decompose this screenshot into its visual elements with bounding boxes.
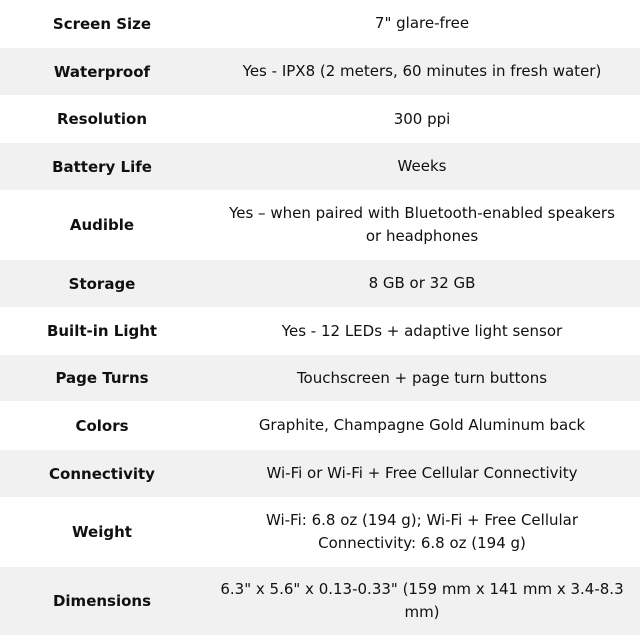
spec-value-text: 7" glare-free: [374, 14, 470, 32]
spec-label: Resolution: [0, 96, 204, 142]
spec-value-text: Wi-Fi or Wi-Fi + Free Cellular Connectivity: [266, 464, 578, 482]
spec-value-text: Weeks: [397, 157, 447, 175]
spec-row-dimensions: [0, 567, 640, 635]
spec-label: Screen Size: [0, 0, 204, 47]
spec-value-text: Yes – when paired with Bluetooth-enabled speakers or headphones: [229, 204, 615, 245]
spec-row-colors: [0, 402, 640, 449]
spec-value: [204, 498, 640, 566]
spec-label: Dimensions: [0, 567, 204, 635]
spec-value-text: Yes - IPX8 (2 meters, 60 minutes in fresh water): [242, 62, 602, 80]
spec-label: Storage: [0, 260, 204, 307]
spec-row-storage: [0, 260, 640, 307]
spec-label: Built-in Light: [0, 308, 204, 354]
spec-row-audible: [0, 191, 640, 259]
spec-value: [204, 567, 640, 635]
spec-value-text: 8 GB or 32 GB: [368, 274, 476, 292]
spec-row-page-turns: [0, 355, 640, 401]
spec-value: [204, 260, 640, 307]
spec-value: [204, 355, 640, 401]
spec-label: Colors: [0, 402, 204, 449]
spec-value-text: Graphite, Champagne Gold Aluminum back: [258, 416, 586, 434]
spec-row-built-in-light: [0, 308, 640, 354]
spec-value-text: Touchscreen + page turn buttons: [296, 368, 548, 387]
spec-value: [204, 143, 640, 190]
spec-row-battery-life: [0, 143, 640, 190]
spec-label: Connectivity: [0, 450, 204, 497]
spec-label: Audible: [0, 191, 204, 259]
spec-row-screen-size: [0, 0, 640, 47]
spec-value: [204, 450, 640, 497]
spec-value-text: Wi-Fi: 6.8 oz (194 g); Wi-Fi + Free Cellular Connectivity: 6.8 oz (194 g): [265, 511, 579, 552]
spec-value-text: Yes - 12 LEDs + adaptive light sensor: [281, 321, 563, 340]
spec-value-text: 300 ppi: [393, 109, 451, 128]
spec-value: [204, 96, 640, 142]
spec-row-waterproof: [0, 48, 640, 95]
spec-row-weight: [0, 498, 640, 566]
spec-value: [204, 402, 640, 449]
spec-value: [204, 191, 640, 259]
spec-label: Waterproof: [0, 48, 204, 95]
spec-row-connectivity: [0, 450, 640, 497]
spec-value: [204, 0, 640, 47]
spec-value-text: 6.3" x 5.6" x 0.13-0.33" (159 mm x 141 mm x 3.4-8.3 mm): [220, 580, 624, 621]
spec-label: Page Turns: [0, 355, 204, 401]
spec-value: [204, 48, 640, 95]
spec-row-resolution: [0, 96, 640, 142]
spec-value: [204, 308, 640, 354]
spec-label: Weight: [0, 498, 204, 566]
spec-label: Battery Life: [0, 143, 204, 190]
